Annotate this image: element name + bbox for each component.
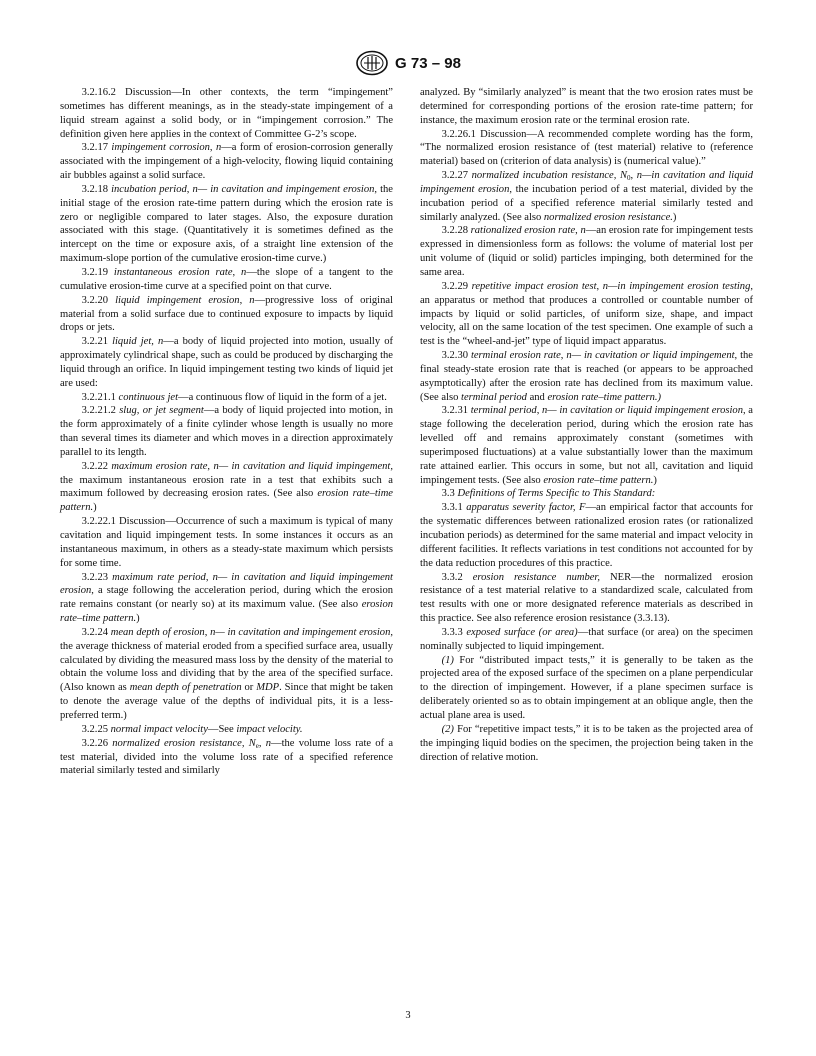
definition-slug-jet-segment: 3.2.21.2 slug, or jet segment—a body of liquid projected into motion, in the form approximately of a finite cylinder whose length is usually no more than several times its diameter and which moves in a direction approximately parallel to its length.: [60, 405, 394, 458]
definition-impingement-corrosion: 3.2.17 impingement corrosion, n—a form of erosion-corrosion generally associated with the impingement of a high-velocity, flowing liquid containing air bubbles against a solid surface.: [60, 142, 393, 182]
page-number: 3: [405, 1010, 411, 1021]
definition-terminal-erosion-rate: 3.2.30 terminal erosion rate, n— in cavitation or liquid impingement, the final steady-state erosion rate that is reached (or appears to be approached asymptotically) after the erosion rate has declined from its maximum value. (See also terminal period and erosion rate–time pattern.): [420, 350, 753, 403]
definition-instantaneous-erosion-rate: 3.2.19 instantaneous erosion rate, n—the slope of a tangent to the cumulative erosion-time curve at a specified point on that curve.: [60, 266, 393, 292]
definition-normalized-incubation-resistance: 3.2.27 normalized incubation resistance, $N_0$, n—in cavitation and liquid impingement erosion, the incubation period of a test material, divided by the incubation period of a specified reference material similarly tested and similarly analyzed. (See also normalized erosion resistance.): [420, 170, 753, 223]
definition-repetitive-impact-erosion-test: 3.2.29 repetitive impact erosion test, n—in impingement erosion testing, an apparatus or method that produces a controlled or countable number of impacts by liquid or solid particles, of uniform size, shape, and impact velocity, all on the same location of the test specimen. One example of such a test is the “wheel-and-jet” type of liquid impact apparatus.: [420, 280, 753, 348]
page-header: [0, 50, 816, 76]
list-item-1: (1) For “distributed impact tests,” it is generally to be taken as the projected area of the exposed surface of the specimen on a plane perpendicular to the direction of impingement. However, if a plane specimen surface is deliberately oriented so as to obtain impingement at an oblique angle, then the actual plane area is used.: [420, 654, 753, 721]
definition-normal-impact-velocity: 3.2.25 normal impact velocity—See impact velocity.: [81, 723, 303, 735]
discussion-3-2-26-1: 3.2.26.1 Discussion—A recommended complete wording has the form, “The normalized erosion resistance of (test material) relative to (reference material) based on (criterion of data analysis) is (numerical value).”: [420, 128, 754, 168]
left-text-column: [60, 86, 393, 778]
list-item-2: (2) For “repetitive impact tests,” it is to be taken as the projected area of the impinging liquid bodies on the specimen, the projection being taken in the direction of relative motion.: [420, 723, 753, 763]
definition-rationalized-erosion-rate: 3.2.28 rationalized erosion rate, n—an erosion rate for impingement tests expressed in dimensionless form as follows: the volume of material lost per unit volume of (liquid or solid) particles impinging, both determined for the same area.: [420, 225, 753, 278]
definition-maximum-erosion-rate: 3.2.22 maximum erosion rate, n— in cavitation and liquid impingement, the maximum instantaneous erosion rate in a test that exhibits such a maximum followed by decreasing erosion rates. (See also erosion rate–time pattern.): [60, 460, 393, 514]
definition-continuous-jet: 3.2.21.1 continuous jet—a continuous flow of liquid in the form of a jet.: [81, 391, 387, 403]
definition-incubation-period: 3.2.18 incubation period, n— in cavitation and impingement erosion, the initial stage of the erosion rate-time pattern during which the erosion rate is zero or negligible compared to later stages. Also, the exposure duration associated with this stage. (Quantitatively it is sometimes defined as the intercept on the time or exposure axis, of a straight line extension of the maximum-slope portion of the cumulative erosion-time curve.): [60, 183, 393, 265]
discussion-3-2-16-2: 3.2.16.2 Discussion—In other contexts, the term “impingement” sometimes has different meanings, as in the steady-state impingement of a liquid stream against a solid body, or in “impingement corrosion.” The definition given here applies in the context of Committee G-2’s scope.: [60, 87, 393, 140]
document-designation: G 73 – 98: [395, 54, 461, 72]
definition-mean-depth-of-erosion: 3.2.24 mean depth of erosion, n— in cavitation and impingement erosion, the average thickness of material eroded from a specified surface area, usually calculated by dividing the measured mass loss by the density of the material to obtain the volume loss and dividing that by the area of the specified surface. (Also known as mean depth of penetration or MDP. Since that might be taken to denote the average value of the depths of individual pits, it is a less-preferred term.): [60, 626, 394, 721]
definition-terminal-period: 3.2.31 terminal period, n— in cavitation or liquid impingement erosion, a stage following the deceleration period, during which the erosion rate has levelled off and remains approximately constant (sometimes with superimposed fluctuations) at a value substantially lower than the maximum rate attained earlier. This occurs in some, but not all, cavitation and liquid impingement tests. (See also erosion rate–time pattern.): [420, 405, 753, 486]
section-heading-3-3: 3.3 Definitions of Terms Specific to This Standard:: [441, 488, 656, 500]
definition-maximum-rate-period: 3.2.23 maximum rate period, n— in cavitation and liquid impingement erosion, a stage following the acceleration period, during which the erosion rate remains constant (or nearly so) at its maximum value. (See also erosion rate–time pattern.): [60, 571, 393, 625]
astm-logo-icon: [355, 50, 389, 76]
definition-exposed-surface: 3.3.3 exposed surface (or area)—that surface (or area) on the specimen nominally subjected to liquid impingement.: [420, 626, 753, 652]
definition-liquid-jet: 3.2.21 liquid jet, n—a body of liquid projected into motion, usually of approximately cylindrical shape, such as could be produced by discharging the liquid through an orifice. In liquid impingement testing two kinds of liquid jet are used:: [60, 336, 393, 389]
right-text-column: [420, 86, 753, 764]
definition-liquid-impingement-erosion: 3.2.20 liquid impingement erosion, n—progressive loss of original material from a solid surface due to continued exposure to impacts by liquid drops or jets.: [60, 294, 393, 334]
definition-apparatus-severity-factor: 3.3.1 apparatus severity factor, F—an empirical factor that accounts for the systematic differences between rationalized erosion rates (or rationalized incubation periods) as determined for the same material and impact velocity in different facilities. It reflects variations in test conditions not accounted for by the data reduction procedures of this practice.: [420, 502, 753, 569]
discussion-3-2-22-1: 3.2.22.1 Discussion—Occurrence of such a maximum is typical of many cavitation and liquid impingement tests. In some instances it occurs as an instantaneous maximum, in others as a steady-state maximum which persists for some time.: [60, 516, 393, 569]
definition-normalized-erosion-resistance: 3.2.26 normalized erosion resistance, $N_e$, n—the volume loss rate of a test material, divided into the volume loss rate of a specified reference material similarly tested and similarly: [60, 737, 394, 777]
paragraph-continued: analyzed. By “similarly analyzed” is meant that the two erosion rates must be determined for corresponding portions of the erosion rate-time pattern; for instance, the maximum erosion rate or the terminal erosion rate.: [420, 87, 753, 126]
definition-erosion-resistance-number: 3.3.2 erosion resistance number, NER—the normalized erosion resistance of a test material relative to a standardized scale, calculated from test results with one or more designated reference materials as described in this practice. See also reference erosion resistance (3.3.13).: [420, 571, 753, 625]
